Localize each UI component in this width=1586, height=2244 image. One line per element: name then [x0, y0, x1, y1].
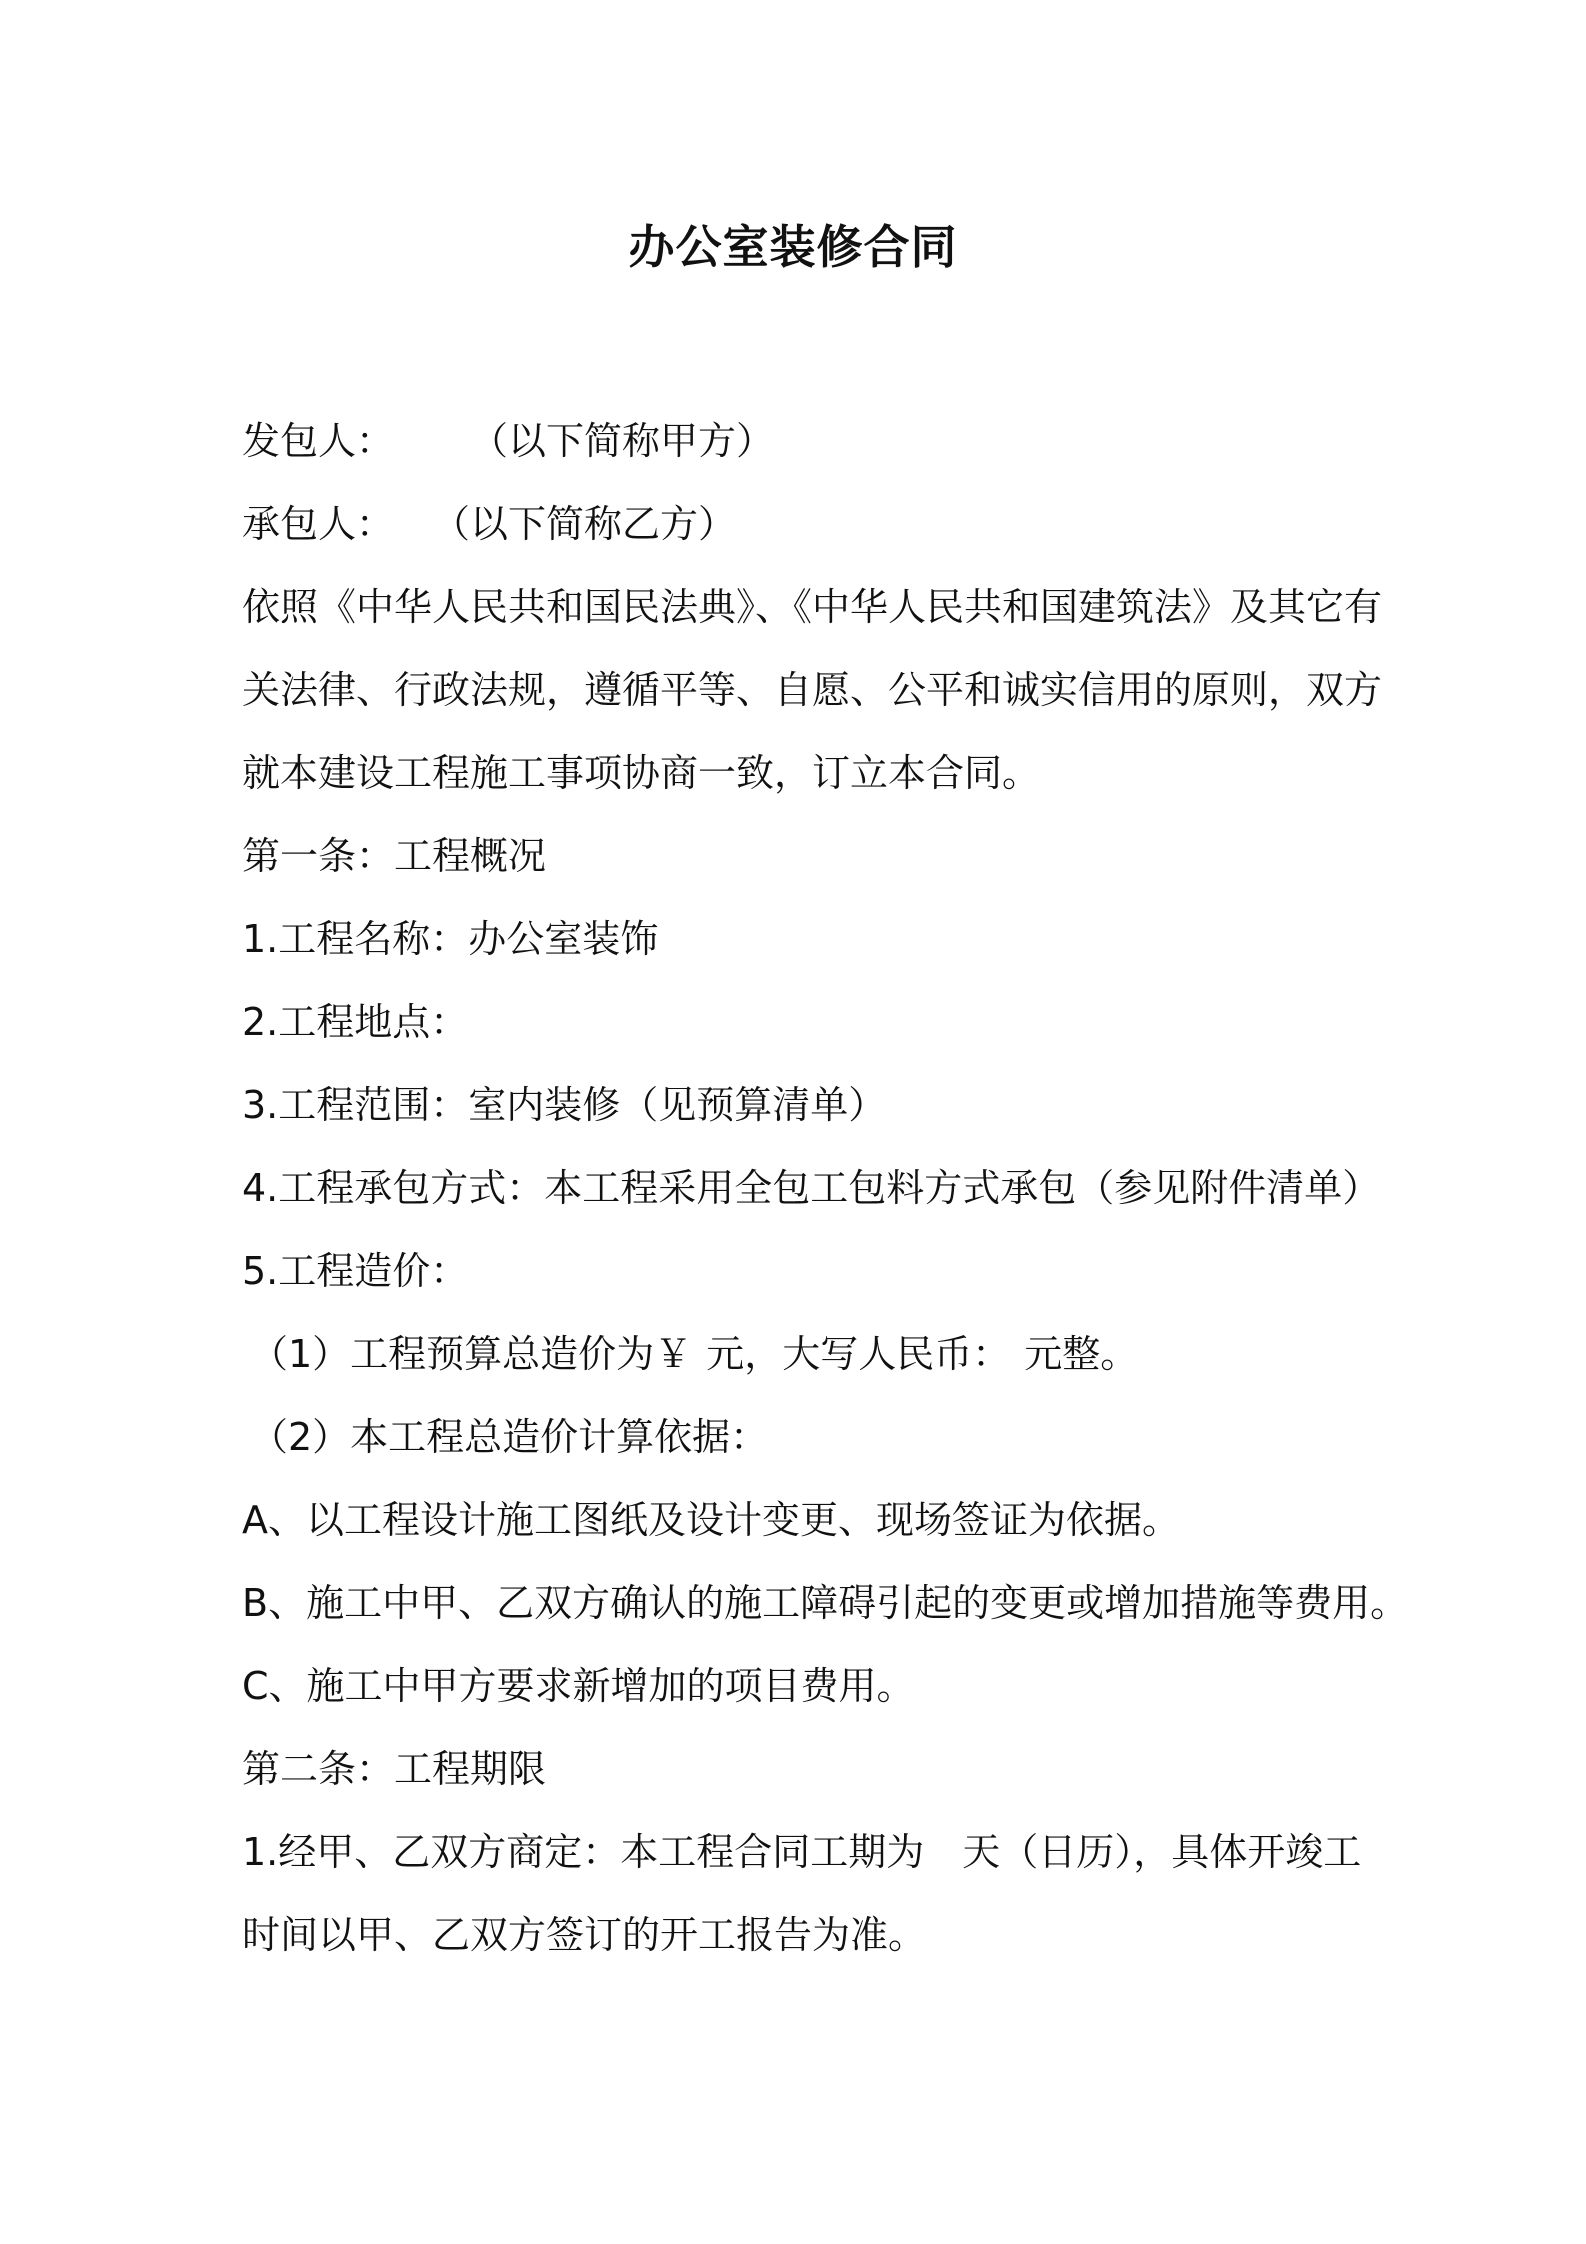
party-a-note: （以下简称甲方） — [470, 419, 775, 463]
article-1-heading: 第一条：工程概况 — [242, 834, 547, 878]
party-a-label: 发包人： — [242, 419, 395, 463]
party-b-label: 承包人： — [242, 502, 395, 546]
term-line-1-part-1: 1.经甲、乙双方商定：本工程合同工期为 — [242, 1830, 925, 1874]
sub-item-budget — [242, 1313, 1362, 1396]
sub-item-budget-part-3: 元整。 — [1024, 1332, 1139, 1376]
term-line-2: 时间以甲、乙双方签订的开工报告为准。 — [242, 1913, 927, 1957]
item-project-location: 2.工程地点： — [242, 1000, 469, 1044]
basis-a: A、以工程设计施工图纸及设计变更、现场签证为依据。 — [242, 1498, 1180, 1542]
document-body — [242, 400, 1409, 1977]
preamble-line-2: 关法律、行政法规，遵循平等、自愿、公平和诚实信用的原则，双方 — [242, 668, 1383, 712]
term-line-1-part-2: 天（日历），具体开竣工 — [962, 1830, 1362, 1874]
party-b-note: （以下简称乙方） — [432, 502, 737, 546]
party-b-line — [242, 483, 1362, 566]
basis-b: B、施工中甲、乙双方确认的施工障碍引起的变更或增加措施等费用。 — [242, 1581, 1409, 1625]
preamble-line-1: 依照《中华人民共和国民法典》、《中华人民共和国建筑法》及其它有 — [242, 585, 1383, 629]
sub-item-budget-part-2: 元，大写人民币： — [706, 1332, 1011, 1376]
party-a-line — [242, 400, 1362, 483]
item-contract-method: 4.工程承包方式：本工程采用全包工包料方式承包（参见附件清单） — [242, 1166, 1381, 1210]
sub-item-basis: （2）本工程总造价计算依据： — [250, 1415, 769, 1459]
item-project-scope: 3.工程范围：室内装修（见预算清单） — [242, 1083, 887, 1127]
article-2-heading: 第二条：工程期限 — [242, 1747, 547, 1791]
document-title: 办公室装修合同 — [628, 220, 958, 274]
preamble-line-3: 就本建设工程施工事项协商一致，订立本合同。 — [242, 751, 1041, 795]
sub-item-budget-part-1: （1）工程预算总造价为￥ — [250, 1332, 693, 1376]
term-line-1 — [242, 1811, 1362, 1894]
basis-c: C、施工中甲方要求新增加的项目费用。 — [242, 1664, 915, 1708]
item-project-name: 1.工程名称：办公室装饰 — [242, 917, 659, 961]
item-project-cost: 5.工程造价： — [242, 1249, 469, 1293]
